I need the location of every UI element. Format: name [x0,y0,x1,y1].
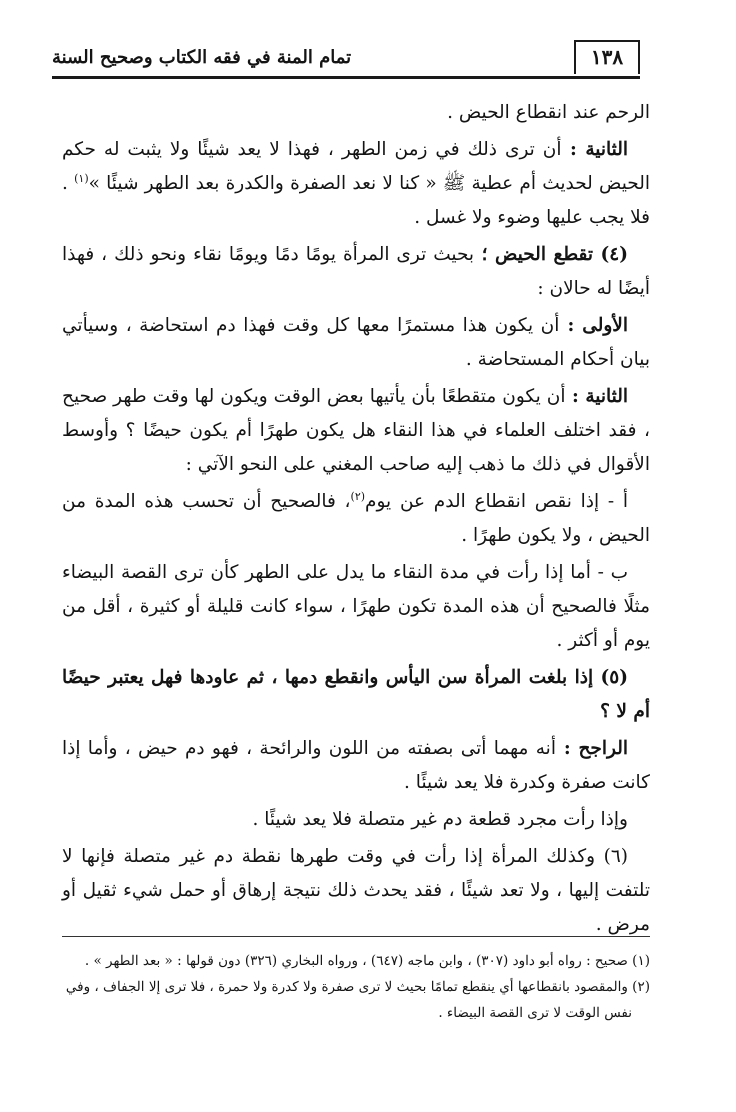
paragraph: (٦) وكذلك المرأة إذا رأت في وقت طهرها نقطة دم غير متصلة فإنها لا تلتفت إليها ، ولا تعد شيئًا ، فقد يحدث ذلك نتيجة إرهاق أو حمل شيء ثقيل أو مرض . [62,846,650,935]
footnote-2: (٢) والمقصود بانقطاعها أي ينقطع تمامًا بحيث لا ترى صفرة ولا كدرة ولا حمرة ، فلا ترى إلا الجفاف ، وفي [65,979,650,995]
paragraph: الراجح : أنه مهما أتى بصفته من اللون والرائحة ، فهو دم حيض ، وأما إذا كانت صفرة وكدرة فلا يعد شيئًا . [62,738,650,793]
footnote-1: (١) صحيح : رواه أبو داود (٣٠٧) ، وابن ماجه (٦٤٧) ، ورواه البخاري (٣٢٦) دون قولها : « بعد الطهر » . [84,953,650,969]
book-title: تمام المنة في فقه الكتاب وصحيح السنة [52,47,352,68]
footnote-2-continued: نفس الوقت لا ترى القصة البيضاء . [438,1005,632,1021]
paragraph: الثانية : أن يكون متقطعًا بأن يأتيها بعض الوقت ويكون لها وقت طهر صحيح ، فقد اختلف العلماء في هذا النقاء هل يكون طهرًا أم يكون حيضًا ؟ وأوسط الأقوال في ذلك ما ذهب إليه صاحب المغني على النحو الآتي : [62,386,650,475]
page-number: ١٣٨ [574,40,640,74]
footnote-divider [62,936,650,937]
paragraph: أ - إذا نقص انقطاع الدم عن يوم$^{(٢)}$، فالصحيح أن تحسب هذه المدة من الحيض ، ولا يكون طهرًا . [62,489,650,546]
paragraph: (٤) تقطع الحيض ؛ بحيث ترى المرأة يومًا دمًا ويومًا نقاء ونحو ذلك ، فهذا أيضًا له حالان : [62,244,650,299]
page-header [52,40,640,79]
paragraph: الثانية : أن ترى ذلك في زمن الطهر ، فهذا لا يعد شيئًا ولا يثبت له حكم الحيض لحديث أم عطية ﷺ « كنا لا نعد الصفرة والكدرة بعد الطهر شيئًا »$^{(١)}$ . فلا يجب عليها وضوء ولا غسل . [62,139,651,228]
main-text [62,96,650,945]
footnotes [62,948,650,1026]
footnote-ref: (٢) [350,489,366,503]
paragraph: الأولى : أن يكون هذا مستمرًا معها كل وقت فهذا دم استحاضة ، وسيأتي بيان أحكام المستحاضة . [62,315,650,370]
paragraph: الرحم عند انقطاع الحيض . [447,102,650,123]
paragraph: (٥) إذا بلغت المرأة سن اليأس وانقطع دمها ، ثم عاودها فهل يعتبر حيضًا أم لا ؟ [62,667,650,722]
footnote-ref: (١) [74,171,89,185]
paragraph: وإذا رأت مجرد قطعة دم غير متصلة فلا يعد شيئًا . [252,809,628,830]
paragraph: ب - أما إذا رأت في مدة النقاء ما يدل على الطهر كأن ترى القصة البيضاء مثلًا فالصحيح أن هذه المدة تكون طهرًا ، سواء كانت قليلة أو كثيرة ، أقل من يوم أو أكثر . [62,562,650,651]
